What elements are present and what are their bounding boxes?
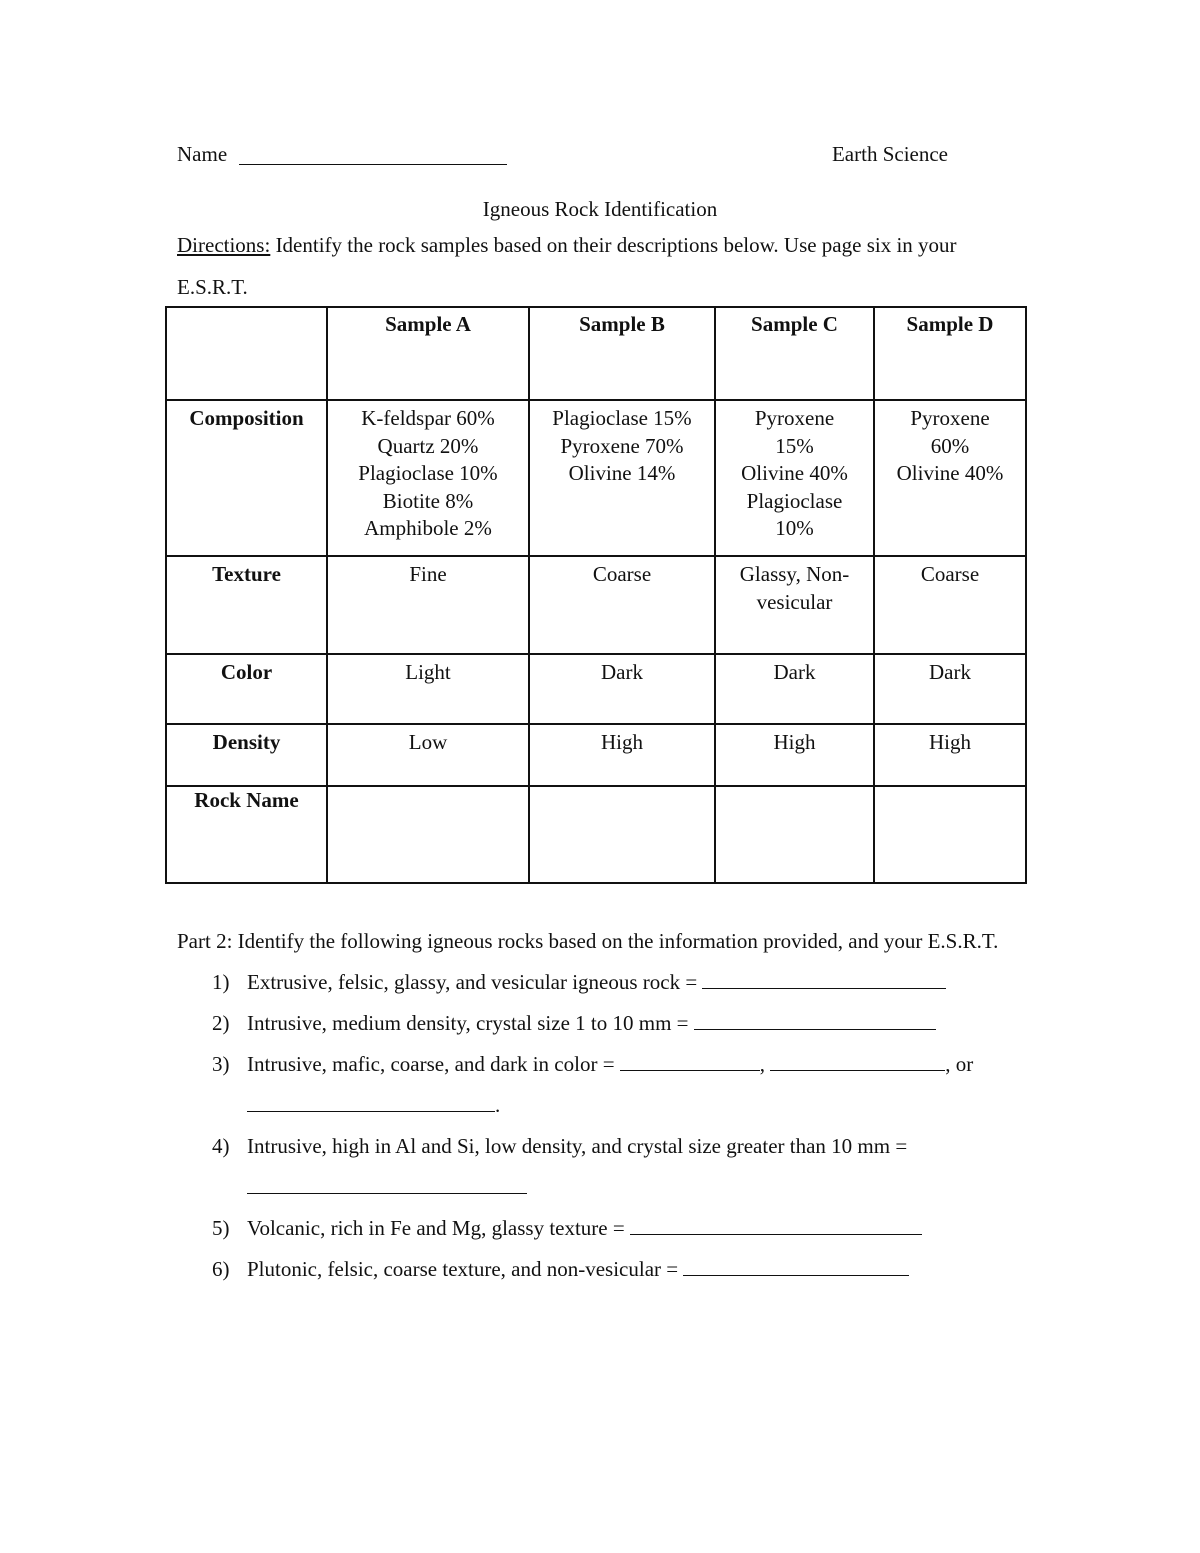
answer-blank[interactable] [247,1093,495,1112]
column-header: Sample B [529,307,715,400]
cell-line: Amphibole 2% [364,516,492,540]
question-number: 3) [212,1052,230,1076]
question-text: Volcanic, rich in Fe and Mg, glassy texture = [247,1216,630,1240]
table-cell [327,400,529,556]
name-label: Name [177,142,228,166]
answer-blank[interactable] [694,1011,936,1030]
directions-text: Identify the rock samples based on their descriptions below. Use page six in your E.S.R.T. [177,233,957,299]
answer-blank[interactable] [247,1175,527,1194]
cell-line: Olivine 40% [741,461,848,485]
question-number: 1) [212,970,230,994]
question-number: 4) [212,1134,230,1158]
header [177,142,948,172]
question-number: 6) [212,1257,230,1281]
table-cell: High [529,724,715,786]
cell-line: Pyroxene 70% [560,433,684,458]
header-empty-cell [166,307,327,400]
table-header-row [166,307,1026,400]
cell-line: Biotite 8% [382,488,474,513]
rock-name-answer-cell[interactable] [715,786,874,883]
answer-blank[interactable] [770,1052,945,1071]
row-label: Composition [166,400,327,556]
question-item [177,1208,1027,1249]
rock-samples-table [165,306,1027,884]
answer-blank[interactable] [620,1052,760,1071]
directions-label: Directions: [177,233,271,257]
column-header: Sample A [327,307,529,400]
cell-line: 60% [930,433,970,458]
answer-blank[interactable] [702,970,946,989]
cell-line: K-feldspar 60% [361,406,495,430]
part-2-intro: Part 2: Identify the following igneous rocks based on the information provided, and your E.S.R.T. [177,929,999,953]
question-item [177,1044,1027,1126]
subject-label: Earth Science [831,142,948,166]
table-row-density [166,724,1026,786]
table-row-texture [166,556,1026,654]
cell-line: Quartz 20% [377,433,479,458]
cell-line: Plagioclase 15% [552,406,692,430]
question-number: 5) [212,1216,230,1240]
table-cell: Dark [715,654,874,724]
cell-line: Olivine 40% [896,461,1004,485]
name-blank[interactable] [239,164,507,165]
table-row-color [166,654,1026,724]
answer-separator: , [759,1052,771,1076]
column-header: Sample D [874,307,1026,400]
table-cell: Light [327,654,529,724]
rock-name-answer-cell[interactable] [874,786,1026,883]
question-text: Extrusive, felsic, glassy, and vesicular igneous rock = [247,970,703,994]
table-cell: Glassy, Non-vesicular [715,556,874,654]
row-label: Color [166,654,327,724]
row-label: Rock Name [166,786,327,883]
answer-end: . [495,1093,501,1117]
table-cell: High [874,724,1026,786]
cell-line: Pyroxene [910,406,990,430]
question-item [177,1126,1027,1208]
table-cell: Dark [529,654,715,724]
question-text: Intrusive, medium density, crystal size 1 to 10 mm = [247,1011,694,1035]
directions [177,224,1017,308]
row-label: Density [166,724,327,786]
table-cell [715,400,874,556]
page-title: Igneous Rock Identification [482,197,718,221]
table-cell: Coarse [874,556,1026,654]
table-cell [874,400,1026,556]
table-row-composition [166,400,1026,556]
question-text: Intrusive, high in Al and Si, low density, and crystal size greater than 10 mm = [247,1134,908,1158]
cell-line: 15% [775,433,814,458]
cell-line: 10% [775,516,814,540]
answer-blank[interactable] [683,1257,909,1276]
table-cell: High [715,724,874,786]
question-item [177,962,1027,1003]
answer-separator: , or [945,1052,974,1076]
question-item [177,1003,1027,1044]
table-cell: Fine [327,556,529,654]
table-cell [529,400,715,556]
question-list [177,962,1027,1290]
rock-name-answer-cell[interactable] [529,786,715,883]
row-label: Texture [166,556,327,654]
cell-line: Plagioclase 10% [358,461,498,485]
cell-line: Olivine 14% [568,461,676,485]
column-header: Sample C [715,307,874,400]
table-row-rock-name [166,786,1026,883]
rock-name-answer-cell[interactable] [327,786,529,883]
table-cell: Dark [874,654,1026,724]
cell-line: Pyroxene [754,406,835,430]
question-text: Intrusive, mafic, coarse, and dark in color = [247,1052,620,1076]
table-cell: Coarse [529,556,715,654]
answer-blank[interactable] [630,1216,922,1235]
question-item [177,1249,1027,1290]
question-text: Plutonic, felsic, coarse texture, and non-vesicular = [247,1257,684,1281]
part-2-section [177,921,1027,1290]
question-number: 2) [212,1011,230,1035]
table-cell: Low [327,724,529,786]
cell-line: Plagioclase [746,488,843,513]
